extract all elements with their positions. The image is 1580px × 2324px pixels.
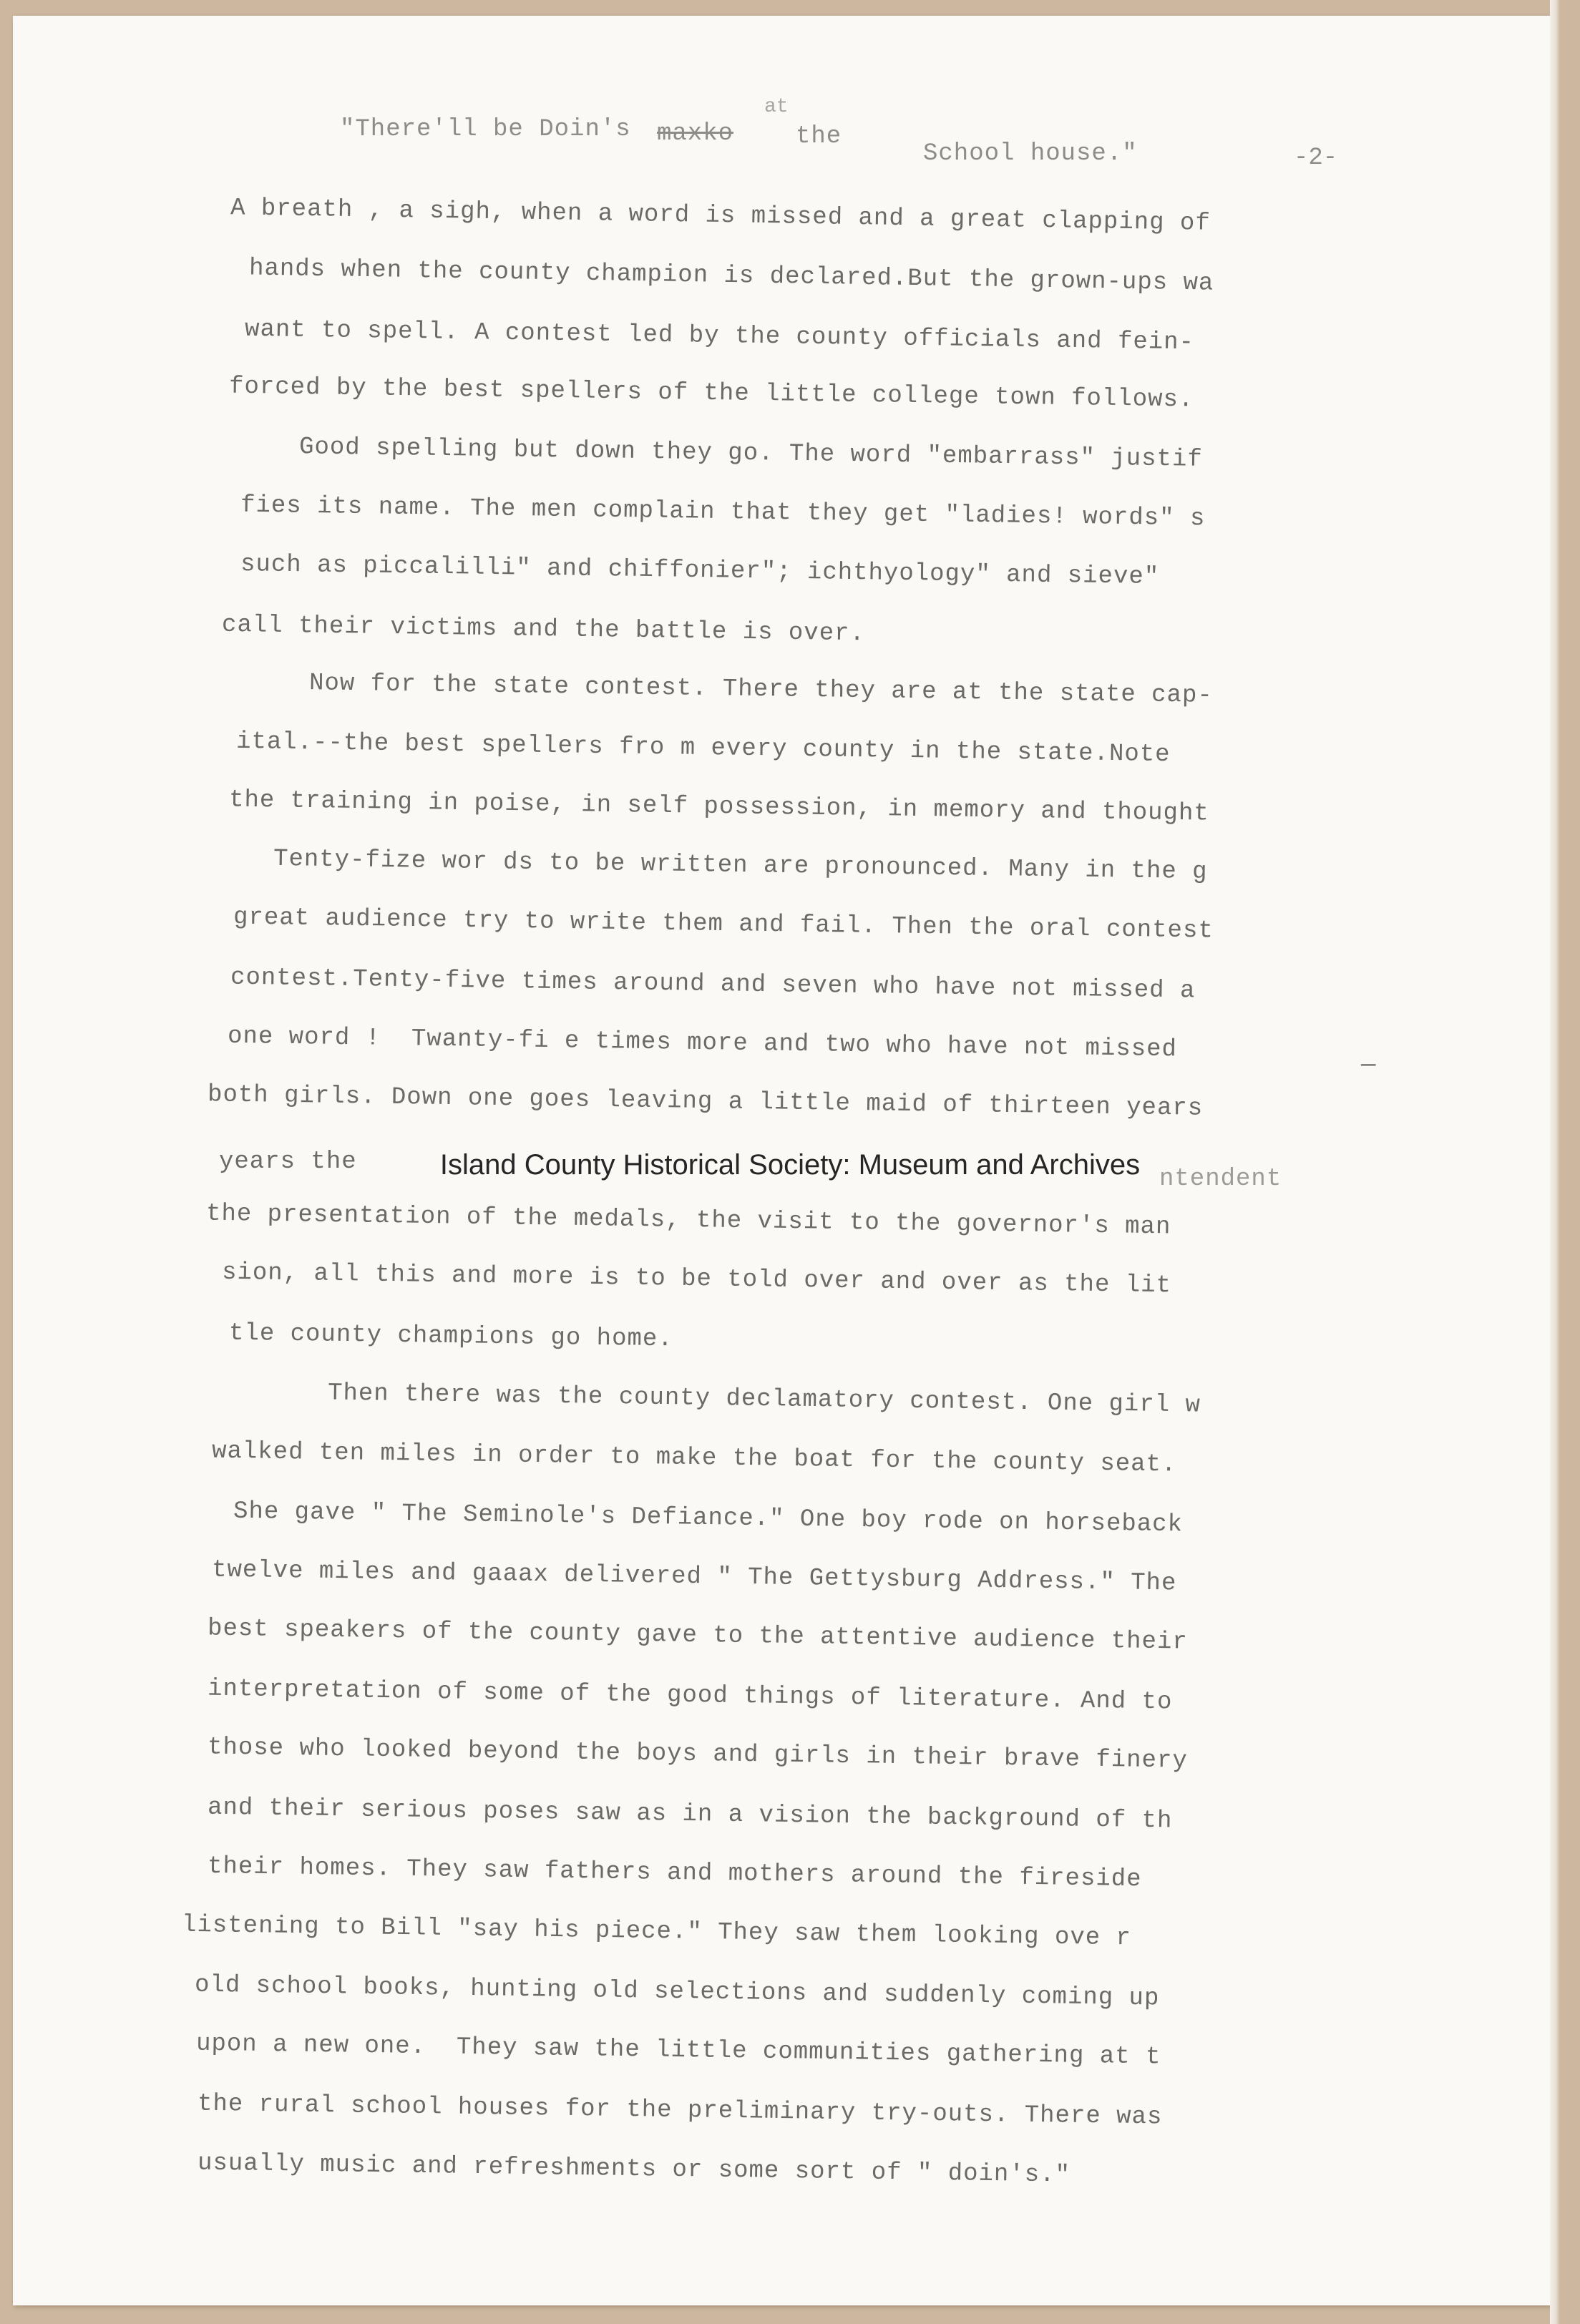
text-line: Now for the state contest. There they are at the state cap- bbox=[308, 670, 1214, 710]
text-line: upon a new one. They saw the little communities gathering at t bbox=[195, 2030, 1161, 2071]
text-line: usually music and refreshments or some sort of " doin's." bbox=[197, 2149, 1071, 2189]
text-line: twelve miles and gaaax delivered " The Gettysburg Address." The bbox=[211, 1556, 1177, 1598]
text-line: A breath , a sigh, when a word is missed and a great clapping of bbox=[230, 195, 1211, 238]
text-line: Tenty-fize wor ds to be written are pronounced. Many in the g bbox=[273, 845, 1208, 887]
text-line: Good spelling but down they go. The word "embarrass" justif bbox=[298, 434, 1204, 474]
text-line: old school books, hunting old selections and suddenly coming up bbox=[194, 1971, 1160, 2013]
archive-watermark: Island County Historical Society: Museum and Archives bbox=[439, 1149, 1141, 1181]
text-line: walked ten miles in order to make the boat for the county seat. bbox=[211, 1437, 1177, 1479]
text-line: contest.Tenty-five times around and seven who have not missed a bbox=[230, 964, 1196, 1005]
text-line: years the bbox=[219, 1148, 357, 1176]
text-line: listening to Bill "say his piece." They saw them looking ove r bbox=[181, 1911, 1132, 1953]
text-line: the presentation of the medals, the visit to the governor's man bbox=[205, 1200, 1171, 1241]
text-line: ital.--the best spellers fro m every county in the state.Note bbox=[235, 728, 1171, 769]
header-title-the: the bbox=[796, 123, 842, 150]
header-title-right: School house." bbox=[923, 140, 1138, 167]
text-line: Then there was the county declamatory contest. One girl w bbox=[327, 1380, 1201, 1420]
text-line-partial: ntendent bbox=[1159, 1166, 1282, 1193]
text-line: such as piccalilli" and chiffonier"; ichthyology" and sieve" bbox=[240, 551, 1160, 591]
header-insert: at bbox=[764, 96, 789, 118]
text-line: fies its name. The men complain that they get "ladies! words" s bbox=[240, 492, 1206, 533]
text-line: those who looked beyond the boys and girls in their brave finery bbox=[207, 1734, 1189, 1775]
text-line: the training in poise, in self possession, in memory and thought bbox=[228, 786, 1210, 828]
text-line: and their serious poses saw as in a vision the background of th bbox=[207, 1794, 1173, 1835]
header-struck-text: maxko bbox=[657, 120, 734, 147]
text-line: both girls. Down one goes leaving a little maid of thirteen years bbox=[207, 1081, 1204, 1123]
page-number: -2- bbox=[1294, 145, 1338, 172]
text-line: one word ! Twanty-fi e times more and two who have not missed bbox=[227, 1022, 1178, 1064]
text-line: their homes. They saw fathers and mothers around the fireside bbox=[207, 1852, 1142, 1894]
margin-dash-mark: — bbox=[1361, 1052, 1376, 1079]
header-title-left: "There'll be Doin's bbox=[340, 116, 631, 143]
text-line: forced by the best spellers of the little college town follows. bbox=[228, 373, 1194, 414]
text-line: She gave " The Seminole's Defiance." One boy rode on horseback bbox=[233, 1498, 1184, 1539]
text-line: want to spell. A contest led by the county officials and fein- bbox=[244, 316, 1195, 357]
text-line: best speakers of the county gave to the attentive audience their bbox=[207, 1615, 1189, 1656]
text-line: call their victims and the battle is over. bbox=[221, 611, 866, 648]
text-line: great audience try to write them and fail. Then the oral contest bbox=[233, 904, 1214, 945]
text-line: tle county champions go home. bbox=[228, 1319, 673, 1354]
text-line: sion, all this and more is to be told over and over as the lit bbox=[221, 1259, 1172, 1300]
text-line: interpretation of some of the good things of literature. And to bbox=[207, 1675, 1173, 1717]
text-line: hands when the county champion is declared.But the grown-ups wa bbox=[248, 255, 1214, 298]
text-line: the rural school houses for the preliminary try-outs. There was bbox=[197, 2090, 1163, 2132]
